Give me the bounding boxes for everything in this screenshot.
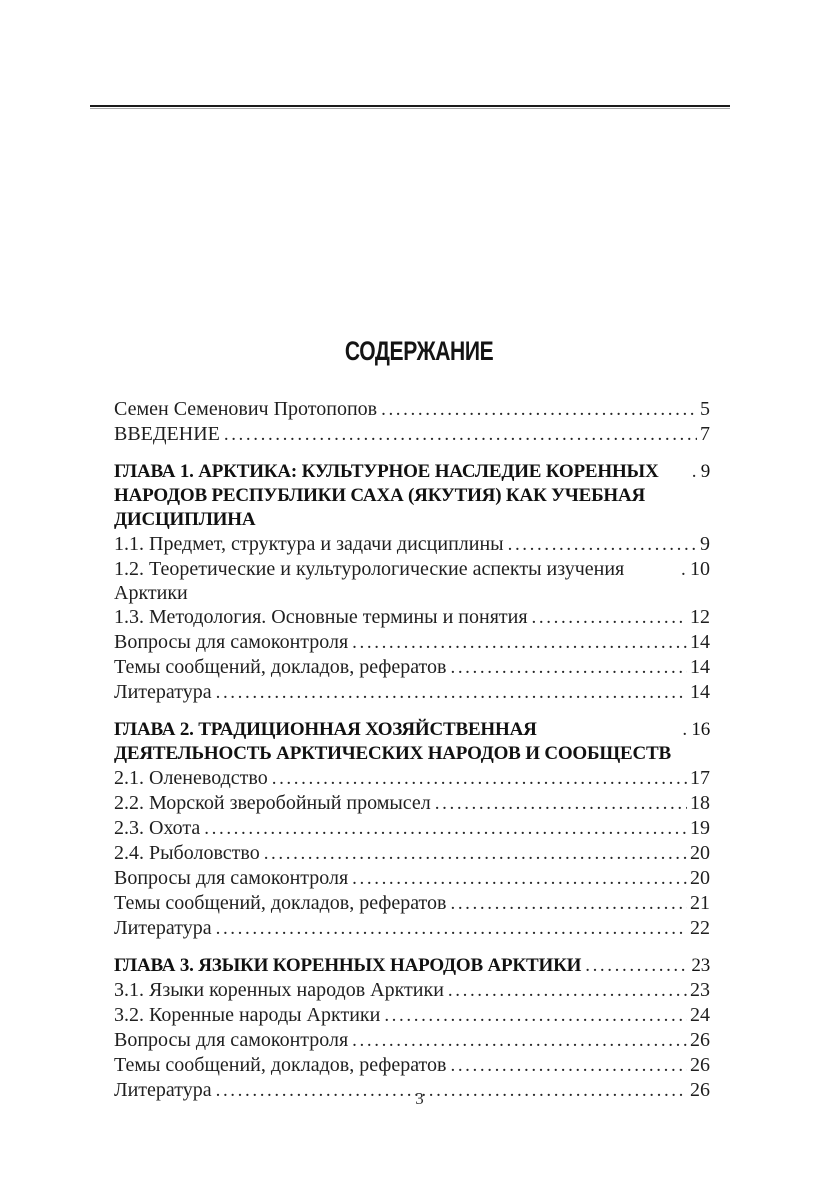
toc-entry-label: 3.1. Языки коренных народов Арктики: [114, 979, 444, 1001]
toc-entry-label: Темы сообщений, докладов, рефератов: [114, 1054, 447, 1076]
toc-entry-page: 16: [691, 719, 710, 740]
dot-leader: [435, 792, 687, 816]
header-rule: [90, 105, 730, 109]
toc-entry-label: Вопросы для самоконтроля: [114, 631, 349, 653]
toc-entry-page: 26: [690, 1029, 710, 1051]
toc-entry: [114, 791, 710, 816]
toc-entry-label: Вопросы для самоконтроля: [114, 1029, 349, 1051]
toc-entry-page: 9: [700, 533, 710, 555]
toc-entry: [114, 605, 710, 630]
toc-entry: [114, 866, 710, 891]
toc-entry-page: 26: [690, 1079, 710, 1101]
dot-leader: [585, 954, 688, 978]
toc-entry-label: 2.4. Рыболовство: [114, 842, 260, 864]
dot-leader: [381, 398, 697, 422]
dot-leader: [508, 533, 697, 557]
toc-entry: [114, 1028, 710, 1053]
dot-leader: [450, 656, 687, 680]
toc-entry-page: 9: [700, 461, 710, 482]
toc-entry-label: 2.2. Морской зверобойный промысел: [114, 792, 431, 814]
toc-entry: [114, 1003, 710, 1028]
header-rule-dark-line: [90, 105, 730, 107]
toc-entry-label: 2.1. Оленеводство: [114, 767, 268, 789]
toc-entry: [114, 954, 710, 978]
toc-entry-page: 23: [691, 955, 710, 976]
toc-entry-page: 14: [690, 681, 710, 703]
dot-leader: [352, 867, 687, 891]
dot-leader: [682, 718, 688, 742]
toc-entry: [114, 841, 710, 866]
toc-entry-label: Вопросы для самоконтроля: [114, 867, 349, 889]
dot-leader: [216, 917, 687, 941]
toc-entry-page: 7: [700, 423, 710, 445]
toc-entry-label: Литература: [114, 1079, 212, 1101]
dot-leader: [264, 842, 687, 866]
toc-entry: [114, 460, 710, 532]
toc-entry: [114, 891, 710, 916]
toc-entry-page: 20: [690, 842, 710, 864]
dot-leader: [692, 460, 698, 484]
dot-leader: [216, 681, 687, 705]
dot-leader: [352, 631, 687, 655]
toc-entry: [114, 397, 710, 422]
toc-entry-label: 1.2. Теоретические и культурологические аспекты изучения Арктики: [114, 558, 625, 604]
toc-entry-page: 23: [690, 979, 710, 1001]
toc-entry-label: ВВЕДЕНИЕ: [114, 423, 220, 445]
page-title-wrap: [0, 336, 839, 367]
toc-entry: [114, 816, 710, 841]
toc-entry: [114, 718, 710, 766]
toc-entry: [114, 557, 710, 605]
toc-entry: [114, 916, 710, 941]
toc-entry-page: 14: [690, 631, 710, 653]
dot-leader: [681, 558, 687, 582]
toc-entry-label: ГЛАВА 2. ТРАДИЦИОННАЯ ХОЗЯЙСТВЕННАЯ ДЕЯТЕЛЬНОСТЬ АРКТИЧЕСКИХ НАРОДОВ И СООБЩЕСТВ: [114, 719, 671, 764]
header-rule-light-line: [90, 108, 730, 109]
page-title: СОДЕРЖАНИЕ: [345, 336, 494, 366]
toc-entry: [114, 630, 710, 655]
toc-entry: [114, 1053, 710, 1078]
toc-entry-page: 20: [690, 867, 710, 889]
dot-leader: [352, 1029, 687, 1053]
toc-entry-label: Литература: [114, 917, 212, 939]
toc-entry-page: 26: [690, 1054, 710, 1076]
dot-leader: [450, 892, 687, 916]
toc-entry-label: 2.3. Охота: [114, 817, 201, 839]
dot-leader: [384, 1004, 687, 1028]
dot-leader: [224, 423, 697, 447]
toc-entry-label: 1.3. Методология. Основные термины и понятия: [114, 606, 528, 628]
dot-leader: [448, 979, 687, 1003]
toc-list: [114, 397, 710, 1103]
toc-entry-label: 3.2. Коренные народы Арктики: [114, 1004, 381, 1026]
toc-entry-page: 24: [690, 1004, 710, 1026]
toc-entry-label: ГЛАВА 1. АРКТИКА: КУЛЬТУРНОЕ НАСЛЕДИЕ КОРЕННЫХ НАРОДОВ РЕСПУБЛИКИ САХА (ЯКУТИЯ) КАК УЧЕБНАЯ ДИСЦИПЛИНА: [114, 461, 659, 530]
toc-entry-page: 18: [690, 792, 710, 814]
toc-entry: [114, 655, 710, 680]
toc-entry-page: 22: [690, 917, 710, 939]
toc-entry-page: 12: [690, 606, 710, 628]
dot-leader: [450, 1054, 687, 1078]
toc-entry: [114, 680, 710, 705]
toc-entry-page: 17: [690, 767, 710, 789]
dot-leader: [272, 767, 687, 791]
toc-entry-page: 14: [690, 656, 710, 678]
toc-entry-page: 10: [690, 558, 710, 580]
toc-entry-page: 5: [700, 398, 710, 420]
toc-entry-label: Литература: [114, 681, 212, 703]
toc-entry-page: 21: [690, 892, 710, 914]
toc-entry-label: 1.1. Предмет, структура и задачи дисциплины: [114, 533, 504, 555]
dot-leader: [204, 817, 687, 841]
toc-entry: [114, 766, 710, 791]
page-number: 3: [415, 1089, 424, 1108]
toc-entry: [114, 422, 710, 447]
toc-entry-page: 19: [690, 817, 710, 839]
toc-entry-label: Семен Семенович Протопопов: [114, 398, 378, 420]
toc-entry-label: Темы сообщений, докладов, рефератов: [114, 892, 447, 914]
toc-entry-label: ГЛАВА 3. ЯЗЫКИ КОРЕННЫХ НАРОДОВ АРКТИКИ: [114, 955, 582, 976]
toc-entry: [114, 532, 710, 557]
toc-entry: [114, 978, 710, 1003]
dot-leader: [532, 606, 687, 630]
toc-entry-label: Темы сообщений, докладов, рефератов: [114, 656, 447, 678]
